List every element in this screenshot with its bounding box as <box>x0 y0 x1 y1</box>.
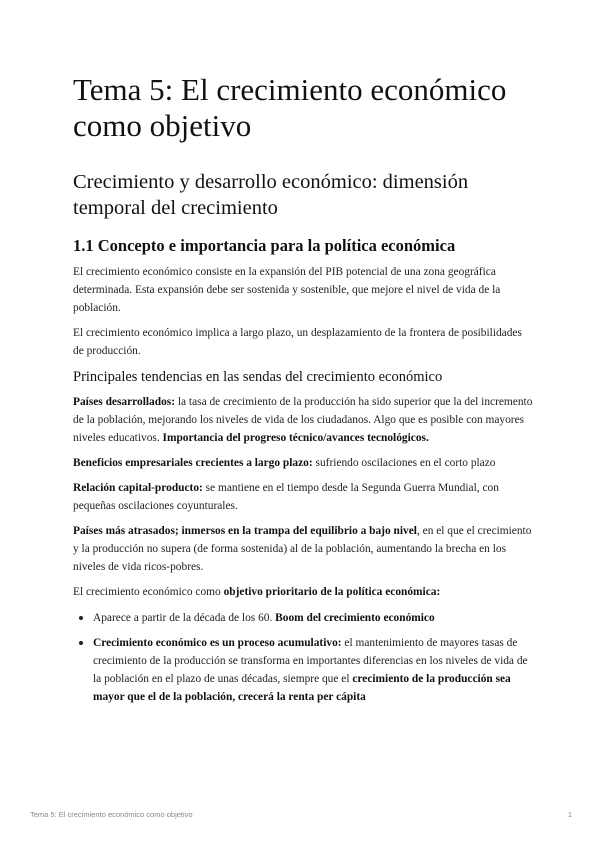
footer-title: Tema 5: El crecimiento económico como objetivo <box>30 810 193 819</box>
paragraph-atrasados <box>73 522 533 576</box>
bullet-text: Aparece a partir de la década de los 60. <box>93 612 276 624</box>
text-relacion: se mantiene en el tiempo desde la Segunda Guerra Mundial, con pequeñas oscilaciones coyunturales. <box>73 482 499 512</box>
bullet-emphasis: Boom del crecimiento económico <box>275 612 435 624</box>
bullet-text: el mantenimiento de mayores tasas de crecimiento de la producción se transforma en importantes diferencias en los niveles de vida de la población en el plazo de unas décadas, siempre que el <box>93 637 528 685</box>
text-atrasados: , en el que el crecimiento y la producción no supera (de forma sostenida) al de la población, aumentando la brecha en los niveles de vida ricos-pobres. <box>73 525 532 573</box>
section-title: Crecimiento y desarrollo económico: dimensión temporal del crecimiento <box>73 171 469 219</box>
bullet-label: Crecimiento económico es un proceso acumulativo: <box>93 637 342 649</box>
intro-paragraph-1: El crecimiento económico consiste en la expansión del PIB potencial de una zona geográfica determinada. Esta expansión debe ser sostenida y sostenible, que mejore el nivel de vida de la población. <box>73 266 501 314</box>
label-relacion: Relación capital-producto: <box>73 482 203 494</box>
text-desarrollados: la tasa de crecimiento de la producción ha sido superior que la del incremento de la población, mejorando los niveles de vida de los ciudadanos. Algo que es posible con mayores niveles educativos. <box>73 396 533 444</box>
label-atrasados: Países más atrasados; inmersos en la trampa del equilibrio a bajo nivel <box>73 525 417 537</box>
page-footer <box>30 810 572 819</box>
paragraph-desarrollados <box>73 393 533 447</box>
paragraph-objetivo <box>73 583 533 601</box>
bullet-list <box>73 608 533 706</box>
emphasis-objetivo: objetivo prioritario de la política económica: <box>223 586 441 598</box>
paragraph-beneficios <box>73 454 533 472</box>
subsection-title: 1.1 Concepto e importancia para la política económica <box>73 236 456 255</box>
document-page <box>73 72 533 712</box>
label-desarrollados: Países desarrollados: <box>73 396 175 408</box>
list-item <box>93 633 533 706</box>
intro-paragraph-2: El crecimiento económico implica a largo plazo, un desplazamiento de la frontera de posibilidades de producción. <box>73 327 522 357</box>
bullet-emphasis: crecimiento de la producción sea mayor que el de la población, crecerá la renta per cápita <box>93 673 511 703</box>
paragraph-relacion <box>73 479 533 515</box>
page-number: 1 <box>567 810 572 819</box>
text-objetivo: El crecimiento económico como <box>73 586 224 598</box>
text-beneficios: sufriendo oscilaciones en el corto plazo <box>312 457 496 469</box>
label-beneficios: Beneficios empresariales crecientes a largo plazo: <box>73 457 313 469</box>
emphasis-progreso-tecnico: Importancia del progreso técnico/avances tecnológicos. <box>162 432 429 444</box>
tendencias-heading: Principales tendencias en las sendas del crecimiento económico <box>73 369 443 385</box>
list-item <box>93 608 533 627</box>
document-title: Tema 5: El crecimiento económico como objetivo <box>73 72 507 143</box>
